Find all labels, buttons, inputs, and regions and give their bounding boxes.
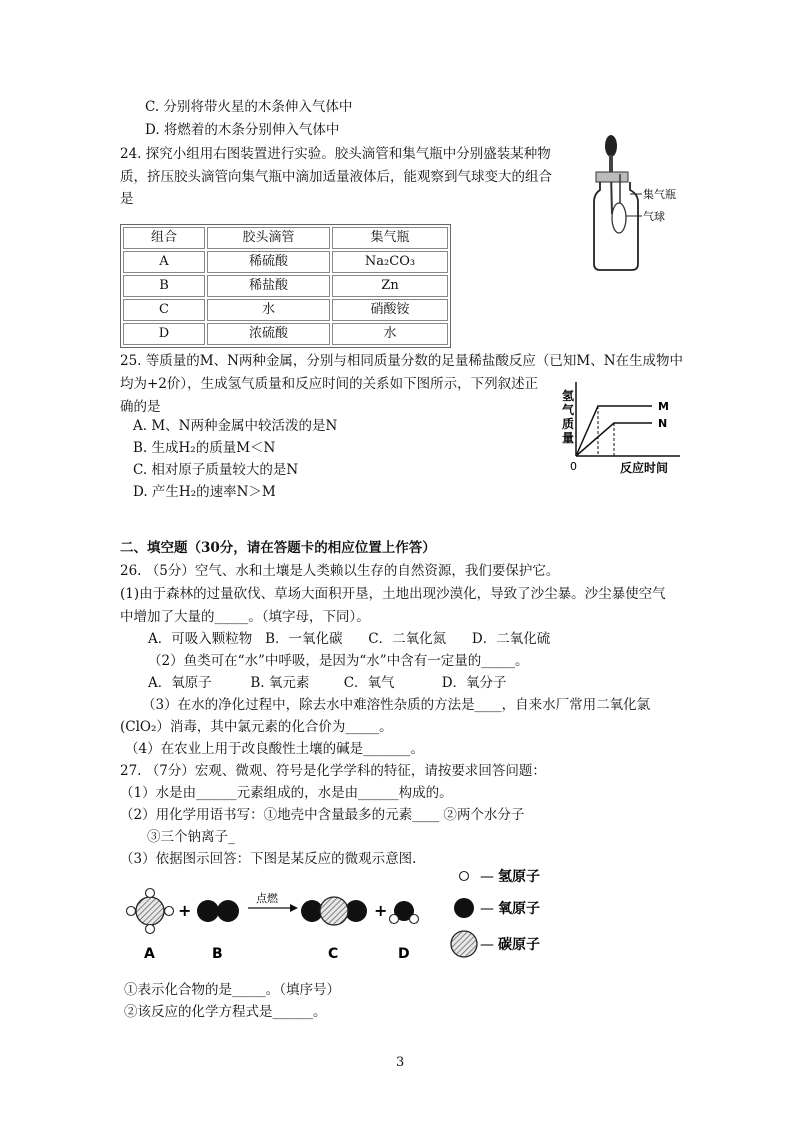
q23-option-c: C. 分别将带火星的木条伸入气体中	[145, 99, 353, 115]
q24-stem-line2: 质，挤压胶头滴管向集气瓶中滴加适量液体后，能观察到气球变大的组合	[120, 169, 552, 185]
legend-carbon-label: 碳原子	[498, 937, 540, 953]
molecule-c-co2	[301, 897, 367, 925]
table-header-row	[123, 227, 448, 249]
legend-dash: —	[480, 869, 494, 885]
chart-ylabel-char: 气	[562, 403, 575, 417]
chart-ylabel-char: 质	[562, 417, 575, 431]
q25-option-c: C. 相对原子质量较大的是N	[133, 462, 299, 478]
label-gas-bottle: 集气瓶	[643, 188, 676, 201]
q27-part2-line2: ③三个钠离子_	[147, 829, 235, 845]
table-cell: 硝酸铵	[332, 299, 448, 321]
legend	[451, 868, 540, 957]
chart-label-m: M	[658, 400, 669, 413]
label-balloon: 气球	[643, 210, 665, 223]
plus-sign: +	[178, 901, 192, 920]
table-cell: Zn	[332, 275, 448, 297]
q27-part2-line1: （2）用化学用语书写：①地壳中含量最多的元素____ ②两个水分子	[120, 807, 525, 823]
table-cell: 浓硫酸	[207, 323, 330, 345]
dropper-neck	[609, 155, 613, 173]
q25-option-d: D. 产生H₂的速率N＞M	[133, 484, 276, 500]
header-cell: 集气瓶	[332, 227, 448, 249]
legend-oxygen-swatch	[454, 898, 474, 918]
hydrogen-atom	[165, 907, 174, 916]
molecule-d-water	[390, 901, 419, 924]
chart-ylabel-char: 氢	[562, 389, 575, 403]
chart-ylabel-char: 量	[562, 431, 575, 445]
dropper-bulb	[605, 135, 617, 157]
table-cell: B	[123, 275, 205, 297]
molecule-b-oxygen	[197, 900, 239, 922]
q25-option-a: A. M、N两种金属中较活泼的是N	[133, 418, 338, 434]
arrow-label: 点燃	[256, 892, 278, 905]
molecule-a-methane	[127, 889, 174, 934]
carbon-atom	[136, 897, 164, 925]
hydrogen-atom	[390, 915, 399, 924]
table-cell: 水	[332, 323, 448, 345]
table-row	[123, 323, 448, 345]
q25-stem-line2: 均为+2价），生成氢气质量和反应时间的关系如下图所示，下列叙述正	[120, 376, 539, 392]
table-cell: 稀硫酸	[207, 251, 330, 273]
q26-part2: （2）鱼类可在“水”中呼吸，是因为“水”中含有一定量的_____。	[148, 653, 529, 669]
plus-sign: +	[374, 901, 388, 920]
oxygen-atom	[197, 900, 219, 922]
reaction-arrow-head	[290, 904, 298, 912]
legend-hydrogen-swatch	[460, 872, 469, 881]
q26-part1-line2: 中增加了大量的_____。（填字母，下同）。	[120, 609, 370, 625]
q27-intro: 27. （7分）宏观、微观、符号是化学学科的特征，请按要求回答问题：	[120, 763, 546, 779]
q27-part3: （3）依据图示回答：下图是某反应的微观示意图.	[120, 851, 417, 867]
legend-oxygen-label: 氧原子	[498, 901, 540, 917]
q27-part1: （1）水是由______元素组成的，水是由______构成的。	[120, 785, 453, 801]
page-number: 3	[396, 1055, 405, 1070]
header-cell: 胶头滴管	[207, 227, 330, 249]
legend-hydrogen-label: 氢原子	[498, 869, 540, 885]
q27-answer-1: ①表示化合物的是_____。（填序号）	[124, 982, 340, 998]
q26-part1-line1: (1)由于森林的过量砍伐、草场大面积开垦，土地出现沙漠化，导致了沙尘暴。沙尘暴使空气	[120, 586, 666, 602]
q25-stem-line1: 25. 等质量的M、N两种金属，分别与相同质量分数的足量稀盐酸反应（已知M、N在生成物中	[120, 353, 684, 369]
q25-hydrogen-chart	[548, 378, 688, 476]
q26-part3-line1: （3）在水的净化过程中，除去水中难溶性杂质的方法是____，自来水厂常用二氧化氯	[142, 697, 651, 713]
table-cell: Na₂CO₃	[332, 251, 448, 273]
q25-option-b: B. 生成H₂的质量M＜N	[133, 440, 276, 456]
table-row	[123, 251, 448, 273]
hydrogen-atom	[127, 907, 136, 916]
q26-part4: （4）在农业上用于改良酸性土壤的碱是_______。	[125, 741, 424, 757]
legend-carbon-swatch	[451, 931, 477, 957]
table-cell: D	[123, 323, 205, 345]
table-cell: 稀盐酸	[207, 275, 330, 297]
table-cell: C	[123, 299, 205, 321]
q26-part2-options: A．氧原子 B. 氧元素 C．氧气 D．氧分子	[148, 675, 507, 691]
label-d: D	[398, 946, 410, 962]
legend-dash: —	[480, 901, 494, 917]
q24-stem-line3: 是	[120, 191, 134, 207]
hydrogen-atom	[146, 889, 155, 898]
carbon-atom	[320, 897, 348, 925]
q27-reaction-diagram	[118, 862, 598, 970]
legend-dash: —	[480, 937, 494, 953]
header-cell: 组合	[123, 227, 205, 249]
oxygen-atom	[217, 900, 239, 922]
label-c: C	[328, 946, 339, 962]
hydrogen-atom	[410, 915, 419, 924]
chart-label-n: N	[658, 417, 668, 430]
q25-stem-line3: 确的是	[120, 399, 161, 415]
hydrogen-atom	[146, 925, 155, 934]
table-row	[123, 275, 448, 297]
q26-part1-options: A．可吸入颗粒物 B．一氧化碳 C．二氧化氮 D．二氧化硫	[148, 631, 551, 647]
label-b: B	[212, 946, 223, 962]
balloon	[612, 203, 626, 233]
q24-stem-line1: 24. 探究小组用右图装置进行实验。胶头滴管和集气瓶中分别盛装某种物	[120, 146, 551, 162]
q24-table	[120, 224, 451, 348]
q23-option-d: D. 将燃着的木条分别伸入气体中	[145, 122, 340, 138]
q26-intro: 26. （5分）空气、水和土壤是人类赖以生存的自然资源，我们要保护它。	[120, 563, 560, 579]
chart-xlabel: 反应时间	[620, 461, 669, 475]
table-row	[123, 299, 448, 321]
bottle-stopper	[596, 172, 628, 182]
table-cell: A	[123, 251, 205, 273]
q24-apparatus-figure	[590, 132, 690, 274]
table-cell: 水	[207, 299, 330, 321]
section-2-title: 二、填空题（30分，请在答题卡的相应位置上作答）	[120, 540, 436, 556]
q26-part3-line2: (ClO₂）消毒，其中氯元素的化合价为_____。	[120, 719, 393, 735]
chart-origin: 0	[570, 460, 577, 473]
label-a: A	[144, 946, 155, 962]
q27-answer-2: ②该反应的化学方程式是______。	[124, 1004, 327, 1020]
